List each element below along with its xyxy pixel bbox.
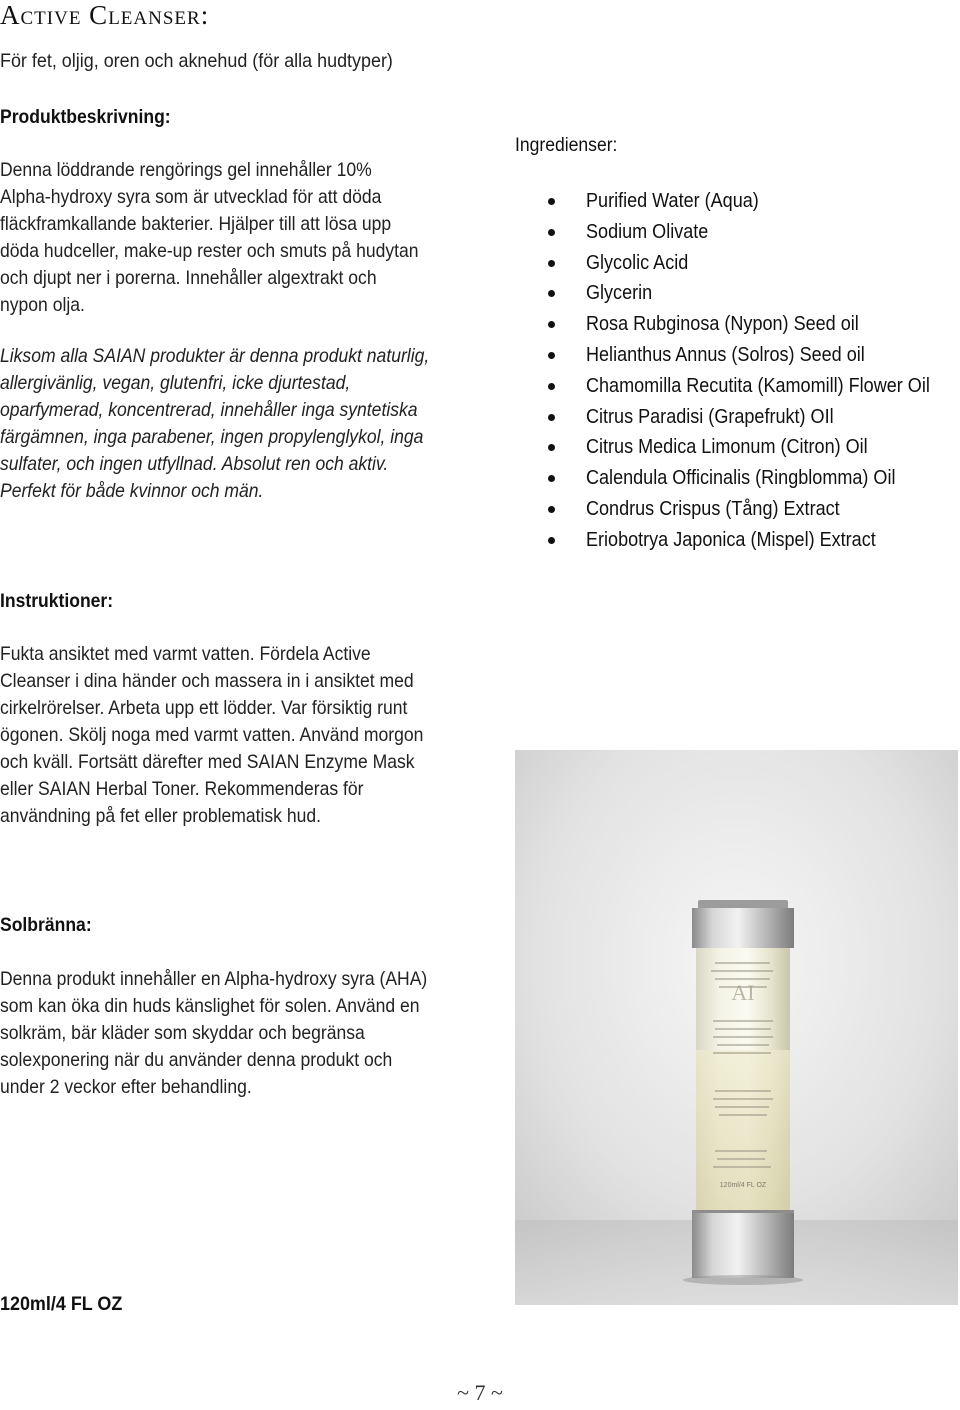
bullet-icon	[548, 229, 555, 236]
description-italic-paragraph: Liksom alla SAIAN produkter är denna produkt naturlig, allergivänlig, vegan, glutenfri, icke djurtestad, oparfymerad, koncentrerad, innehåller inga syntetiska färgämnen, inga parabener, ingen propylenglykol, inga sulfater, och ingen utfyllnad. Absolut ren och aktiv. Perfekt för både kvinnor och män.	[0, 345, 430, 502]
product-bottle-image	[515, 750, 958, 1305]
bullet-icon	[548, 321, 555, 328]
product-photo	[515, 750, 958, 1305]
ingredients-heading: Ingredienser:	[515, 134, 618, 156]
description-heading: Produktbeskrivning:	[0, 106, 171, 128]
product-size: 120ml/4 FL OZ	[0, 1293, 123, 1315]
bullet-icon	[548, 198, 555, 205]
bullet-icon	[548, 506, 555, 513]
svg-text:AI: AI	[731, 980, 755, 1005]
bullet-icon	[548, 290, 555, 297]
bullet-icon	[548, 537, 555, 544]
svg-text:120ml/4 FL OZ: 120ml/4 FL OZ	[719, 1182, 767, 1189]
bullet-icon	[548, 414, 555, 421]
page-title: Active Cleanser:	[0, 0, 210, 30]
bullet-icon	[548, 260, 555, 267]
instructions-heading: Instruktioner:	[0, 590, 114, 612]
page-number: ~ 7 ~	[457, 1380, 503, 1405]
bullet-icon	[548, 444, 555, 451]
instructions-paragraph: Fukta ansiktet med varmt vatten. Fördela Active Cleanser i dina händer och massera in i ansiktet med cirkelrörelser. Arbeta upp ett lödder. Var försiktig runt ögonen. Skölj noga med varmt vatten. Använd morgon och kväll. Fortsätt därefter med SAIAN Enzyme Mask eller SAIAN Herbal Toner. Rekommenderas för användning på fet eller problematisk hud.	[0, 643, 424, 827]
bullet-icon	[548, 383, 555, 390]
bullet-icon	[548, 475, 555, 482]
sunburn-paragraph: Denna produkt innehåller en Alpha-hydroxy syra (AHA) som kan öka din huds känslighet för solen. Använd en solkräm, bär kläder som skyddar och begränsa solexponering när du använder denna produkt och under 2 veckor efter behandling.	[0, 968, 428, 1098]
page-subtitle: För fet, oljig, oren och aknehud (för alla hudtyper)	[0, 50, 393, 72]
bullet-icon	[548, 352, 555, 359]
description-paragraph: Denna löddrande rengörings gel innehåller 10% Alpha-hydroxy syra som är utvecklad för att döda fläckframkallande bakterier. Hjälper till att lösa upp döda hudceller, make-up rester och smuts på hudytan och djupt ner i porerna. Innehåller algextrakt och nypon olja.	[0, 159, 419, 316]
sunburn-heading: Solbränna:	[0, 914, 92, 936]
